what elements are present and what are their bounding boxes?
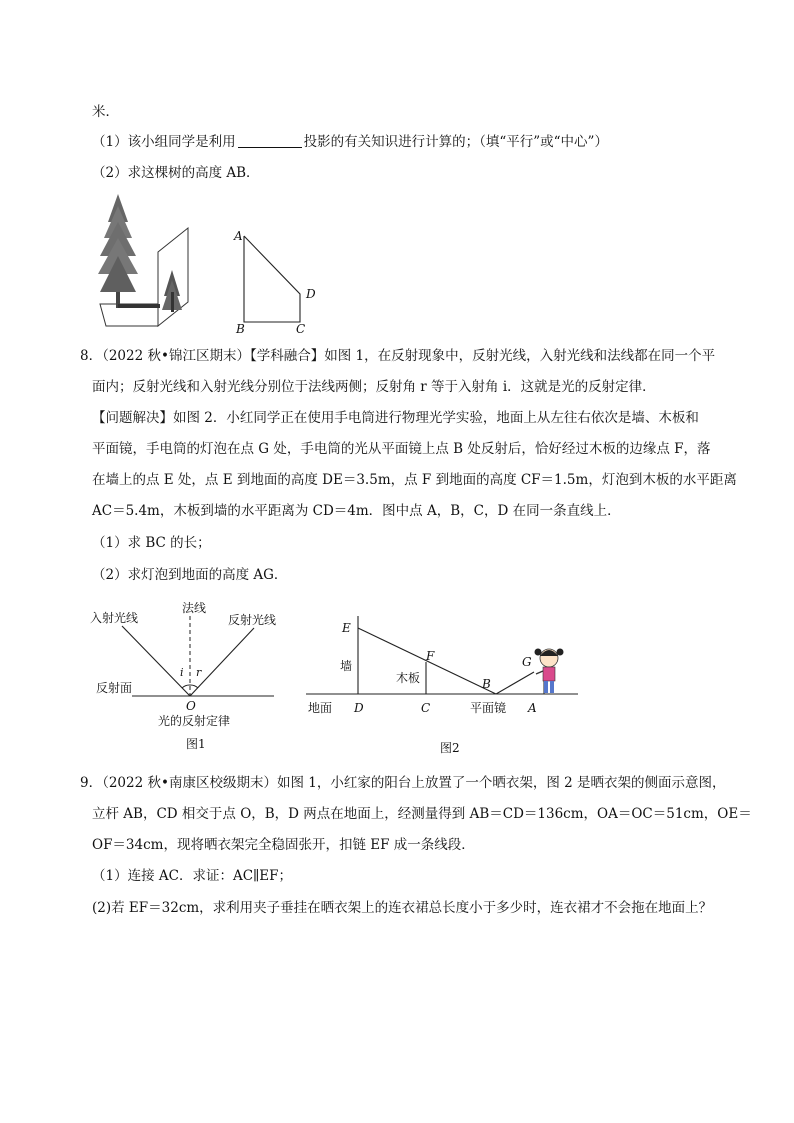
q9-line0: 9．（2022 秋•南康区校级期末）如图 1，小红家的阳台上放置了一个晒衣架，图 2 是晒衣架的侧面示意图， [80,775,726,791]
point-f: F [426,649,435,663]
angle-i: i [180,666,184,679]
q8-line3: 平面镜，手电筒的灯泡在点 G 处，手电筒的光从平面镜上点 B 处反射后，恰好经过木板的边缘点 F，落 [92,441,711,457]
girl-icon [535,649,564,694]
law-label: 光的反射定律 [158,714,231,728]
normal-label: 法线 [182,601,207,615]
q7-abcd-figure [230,226,330,336]
q8-line1: 面内；反射光线和入射光线分别位于法线两侧；反射角 r 等于入射角 i．这就是光的反射定律． [92,379,656,395]
point-o: O [186,699,196,713]
q8-line5: AC＝5.4m，木板到墙的水平距离为 CD＝4m．图中点 A，B，C，D 在同一条直线上． [92,503,621,519]
label-a: A [234,229,243,243]
label-d: D [306,287,316,301]
point-b: B [482,677,491,691]
label-c: C [296,322,306,336]
q7-part2: （2）求这棵树的高度 AB． [92,165,260,181]
q9-line1: 立杆 AB，CD 相交于点 O，B，D 两点在地面上，经测量得到 AB＝CD＝136cm，OA＝OC＝51cm，OE＝ [92,806,752,822]
q7-part1-pre: （1）该小组同学是利用 [92,134,236,150]
point-e: E [342,621,351,635]
q8-fig1-reflection [88,598,288,758]
q8-fig2-experiment [300,604,590,758]
answer-blank [238,133,302,148]
incident-label: 入射光线 [90,611,139,625]
ground-label: 地面 [308,701,333,715]
fig2-caption: 图2 [440,741,460,755]
label-b: B [236,322,245,336]
fig1-caption: 图1 [186,737,206,751]
q9-line2: OF＝34cm，现将晒衣架完全稳固张开，扣链 EF 成一条线段． [92,837,475,853]
reflected-label: 反射光线 [228,613,277,627]
point-a: A [528,701,537,715]
q7-part1-post: 投影的有关知识进行计算的；（填“平行”或“中心”） [303,134,608,150]
q7-part1 [92,132,608,152]
q8-part2: （2）求灯泡到地面的高度 AG． [92,567,288,583]
point-g: G [522,655,532,669]
wall-label: 墙 [340,659,353,673]
angle-r: r [196,666,202,679]
q7-tree-figure [96,192,196,328]
q8-line2: 【问题解决】如图 2．小红同学正在使用手电筒进行物理光学实验，地面上从左往右依次是墙、木板和 [92,410,699,426]
surface-label: 反射面 [96,681,133,695]
q9-part2: (2)若 EF＝32cm，求利用夹子垂挂在晒衣架上的连衣裙总长度小于多少时，连衣裙才不会拖在地面上？ [92,900,713,916]
point-c: C [421,701,431,715]
mirror-label: 平面镜 [470,701,507,715]
q9-part1: （1）连接 AC．求证：AC∥EF； [92,868,292,884]
q8-part1: （1）求 BC 的长； [92,535,211,551]
board-label: 木板 [396,671,421,685]
q8-line4: 在墙上的点 E 处，点 E 到地面的高度 DE＝3.5m，点 F 到地面的高度 CF＝1.5m，灯泡到木板的水平距离 [92,472,737,488]
q7-line0: 米． [92,104,119,120]
q8-line0: 8．（2022 秋•锦江区期末）【学科融合】如图 1，在反射现象中，反射光线，入射光线和法线都在同一个平 [80,348,716,364]
point-d: D [354,701,364,715]
